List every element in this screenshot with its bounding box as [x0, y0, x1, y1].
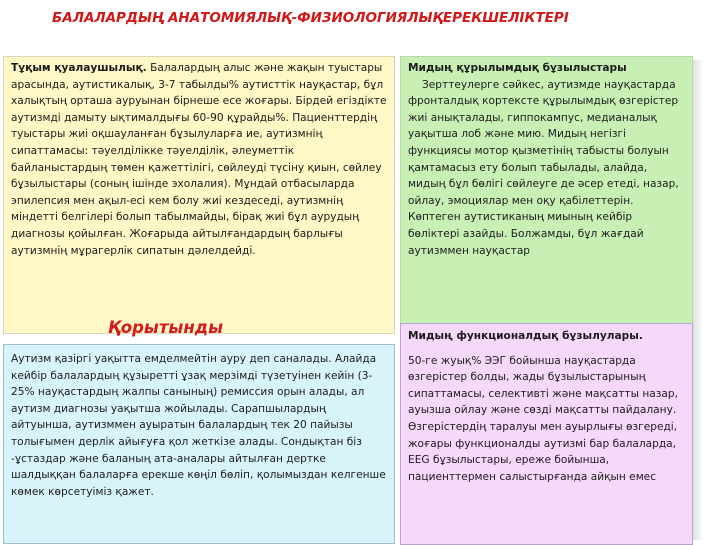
panel-conclusion	[3, 344, 395, 544]
panel-heredity	[3, 56, 395, 334]
panel-structural-heading: Мидың құрылымдық бұзылыстары	[408, 62, 627, 74]
panel-structural-disorders	[400, 56, 693, 328]
conclusion-label: Қорытынды	[108, 318, 223, 337]
panel-conclusion-text: Аутизм қазіргі уақытта емделмейтін ауру деп саналады. Алайда кейбір балалардың құзыретті ұзақ мерзімді түзетуінен кейін (3-25% науқастардың жалпы санының) ремиссия орын алады, ал аутизм диагнозы уақытша жойылады. Сарапшылардың айтуынша, аутизммен ауыратын балалардың тек 20 пайызы толығымен дерлік айығуға қол жеткізе алады. Сондықтан біз -ұстаздар және баланың ата-аналары айтылған дертке шалдыққан балаларға ерекше көңіл бөліп, қолымыздан келгенше көмек көрсетуіміз қажет.	[11, 353, 386, 498]
page-shadow	[693, 60, 703, 540]
slide-title: БАЛАЛАРДЫҢ АНАТОМИЯЛЫҚ-ФИЗИОЛОГИЯЛЫҚЕРЕКШЕЛІКТЕРІ	[52, 10, 569, 26]
panel-heredity-text: Балалардың алыс және жақын туыстары арасында, аутистикалық, 3-7 табылды% аутисттік науқастар, бұл халықтың орташа ауруынан бірнеше есе жоғары. Бірдей егіздікте аутизмді дамыту ықтималдығы 60-90 құрайды%. Пациенттердің туыстары жиі оқшауланған бұзылуларға ие, аутизмнің сипаттамасы: тәуелділікке тәуелділік, әлеуметтік байланыстардың төмен қажеттілігі, сөйлеуді түсіну қиын, сөйлеу бұзылыстары (соның ішінде эхолалия). Мұндай отбасыларда эпилепсия мен ақыл-есі кем болу жиі кездеседі, аутизмнің міндетті белгілері болып табылмайды, бірақ жиі бұл аурудың диагнозы қойылған. Жоғарыда айтылғандардың барлығы аутизмнің мұрагерлік сипатын дәлелдейді.	[11, 62, 387, 257]
panel-functional-text: 50-ге жуық% ЭЭГ бойынша науқастарда өзгерістер болды, жады бұзылыстарының сипаттамасы, селективті және мақсатты назар, ауызша ойлау және сөзді мақсатты пайдалану. Өзгерістердің таралуы мен ауырлығы өзгереді, жоғары функционалды аутизмі бар балаларда, EEG бұзылыстары, ереже бойынша, пациенттермен салыстырғанда айқын емес	[408, 354, 678, 483]
panel-heredity-paragraph	[11, 60, 388, 259]
panel-functional-heading: Мидың функционалдық бұзылулары.	[408, 330, 643, 342]
panel-heredity-lead: Тұқым қуалаушылық.	[11, 62, 147, 74]
panel-functional-disorders	[400, 323, 693, 545]
panel-structural-text: Зерттеулерге сәйкес, аутизмде науқастарда фронталдық кортексте құрылымдық өзгерістер жиі анықталады, гиппокампус, медианалық уақытша лоб және мию. Мидың негізгі функциясы мотор қызметінің табысты болуын қамтамасыз ету болып табылады, алайда, мидың бұл бөлігі сөйлеуге де әсер етеді, назар, ойлау, эмоциялар мен оқу қабілеттерін. Көптеген аутистиканың миының кейбір бөліктері азайды. Болжамды, бұл жағдай аутизммен науқастар	[408, 78, 679, 257]
